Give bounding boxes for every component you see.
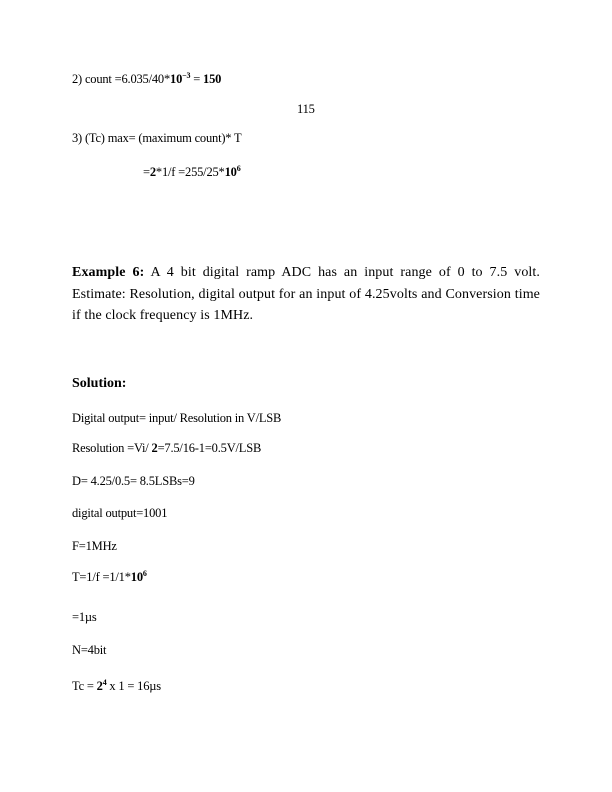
period-result: =1µs: [72, 610, 97, 624]
period-prefix: T=1/f =1/1*: [72, 570, 131, 584]
resolution-suffix: =7.5/16-1=0.5V/LSB: [157, 441, 262, 455]
tc-formula: [143, 164, 241, 180]
example-text: A 4 bit digital ramp ADC has an input range of 0 to 7.5 volt. Estimate: Resolution, digital output for an input of 4.25volts and Conversion time if the clock frequency is 1MHz.: [72, 265, 540, 323]
conversion-prefix: Tc =: [72, 679, 97, 693]
tc-exponent2: 6: [236, 164, 241, 173]
digital-output-definition: Digital output= input/ Resolution in V/LSB: [72, 411, 282, 425]
tc-max-line: 3) (Tc) max= (maximum count)* T: [72, 131, 242, 145]
period-line: [72, 569, 147, 585]
page-number: 115: [297, 102, 315, 116]
solution-heading: Solution:: [72, 376, 127, 391]
tc-eq: =: [143, 165, 150, 179]
count-equation: [72, 71, 221, 87]
resolution-base: 2: [151, 441, 158, 455]
example-label: Example 6:: [72, 265, 145, 280]
count-exponent: −3: [182, 71, 191, 80]
resolution-line: [72, 440, 261, 456]
tc-mid: *1/f =255/25*: [155, 165, 225, 179]
conversion-base: 2: [96, 679, 103, 693]
bits-line: N=4bit: [72, 643, 107, 657]
conversion-time-line: [72, 678, 161, 694]
count-prefix: 2) count =6.035/40*: [72, 72, 171, 86]
count-result: 150: [203, 72, 222, 86]
tc-base: 2: [149, 165, 156, 179]
frequency-line: F=1MHz: [72, 539, 117, 553]
resolution-prefix: Resolution =Vi/: [72, 441, 152, 455]
conversion-suffix: x 1 = 16µs: [106, 679, 161, 693]
tc-base2: 10: [224, 165, 237, 179]
count-base: 10: [170, 72, 183, 86]
example-paragraph: [72, 262, 540, 327]
period-base: 10: [130, 570, 143, 584]
count-equals: =: [190, 72, 204, 86]
d-calculation: D= 4.25/0.5= 8.5LSBs=9: [72, 474, 195, 488]
period-exponent: 6: [142, 569, 147, 578]
conversion-exponent: 4: [102, 678, 107, 687]
digital-output-result: digital output=1001: [72, 506, 168, 520]
